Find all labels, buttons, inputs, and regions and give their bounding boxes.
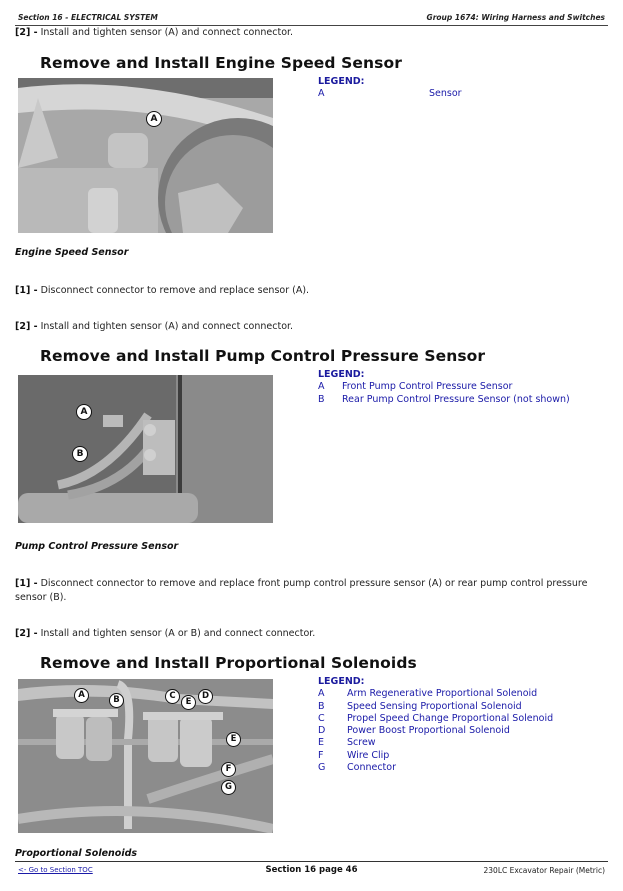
legend-key: A bbox=[318, 688, 325, 700]
step-text bbox=[15, 26, 610, 40]
legend-title: LEGEND: bbox=[318, 76, 365, 87]
legend-row bbox=[318, 713, 553, 725]
legend-key: F bbox=[318, 749, 324, 761]
legend-key: A bbox=[318, 88, 325, 100]
callout-a: A bbox=[74, 688, 89, 703]
legend-key: B bbox=[318, 700, 325, 712]
step-text bbox=[15, 320, 610, 334]
page-number: Section 16 page 46 bbox=[265, 865, 358, 875]
legend-label: Front Pump Control Pressure Sensor bbox=[342, 381, 513, 393]
step-text bbox=[15, 627, 610, 641]
callout-b: B bbox=[109, 693, 124, 708]
legend-key: B bbox=[318, 393, 325, 405]
section-header: Section 16 - ELECTRICAL SYSTEM bbox=[18, 13, 158, 22]
legend-label: Wire Clip bbox=[347, 749, 390, 761]
callout-e: E bbox=[181, 695, 196, 710]
legend-key: C bbox=[318, 712, 325, 724]
legend-key: D bbox=[318, 725, 326, 737]
legend-row bbox=[318, 688, 553, 700]
pump-control-sensor-photo bbox=[18, 375, 273, 523]
legend-label: Rear Pump Control Pressure Sensor (not shown) bbox=[342, 393, 570, 405]
callout-a: A bbox=[146, 111, 162, 127]
legend bbox=[318, 76, 462, 101]
legend-row bbox=[318, 701, 553, 713]
callout-g: G bbox=[221, 780, 236, 795]
legend-key: A bbox=[318, 381, 325, 393]
step-body: Disconnect connector to remove and replace front pump control pressure sensor (A) or rear pump control pressure sensor (B). bbox=[15, 578, 588, 603]
go-to-section-toc-link[interactable]: <- Go to Section TOC bbox=[18, 866, 93, 874]
figure-caption: Proportional Solenoids bbox=[15, 848, 138, 859]
step-text bbox=[15, 284, 610, 298]
callout-c: C bbox=[165, 689, 180, 704]
legend-row bbox=[318, 762, 553, 774]
legend-title: LEGEND: bbox=[318, 369, 365, 380]
step-text bbox=[15, 577, 610, 605]
legend-row bbox=[318, 381, 570, 393]
legend-key: G bbox=[318, 762, 326, 774]
callout-f: F bbox=[221, 762, 236, 777]
legend-row bbox=[318, 737, 553, 749]
step-number: [1] - bbox=[15, 285, 38, 296]
legend bbox=[318, 369, 570, 406]
step-body: Install and tighten sensor (A) and connect connector. bbox=[37, 321, 294, 332]
figure-caption: Engine Speed Sensor bbox=[15, 247, 129, 258]
legend-label: Power Boost Proportional Solenoid bbox=[347, 725, 510, 737]
legend bbox=[318, 676, 553, 774]
legend-key: E bbox=[318, 737, 325, 749]
callout-d: D bbox=[198, 689, 213, 704]
section-title: Remove and Install Pump Control Pressure Sensor bbox=[40, 347, 486, 365]
step-number: [1] - bbox=[15, 578, 38, 589]
legend-row bbox=[318, 88, 462, 100]
step-number: [2] - bbox=[15, 27, 38, 38]
legend-label: Propel Speed Change Proportional Solenoid bbox=[347, 712, 554, 724]
step-body: Install and tighten sensor (A) and connect connector. bbox=[37, 27, 294, 38]
callout-a: A bbox=[76, 404, 92, 420]
legend-label: Sensor bbox=[429, 88, 462, 100]
legend-label: Arm Regenerative Proportional Solenoid bbox=[347, 688, 538, 700]
section-title: Remove and Install Proportional Solenoids bbox=[40, 654, 417, 672]
footer-divider bbox=[15, 861, 608, 862]
step-body: Install and tighten sensor (A or B) and connect connector. bbox=[37, 628, 316, 639]
callout-e: E bbox=[226, 732, 241, 747]
engine-speed-sensor-photo bbox=[18, 78, 273, 233]
manual-title: 230LC Excavator Repair (Metric) bbox=[483, 866, 605, 875]
step-number: [2] - bbox=[15, 628, 38, 639]
proportional-solenoids-photo bbox=[18, 679, 273, 833]
legend-row bbox=[318, 725, 553, 737]
figure-caption: Pump Control Pressure Sensor bbox=[15, 541, 179, 552]
legend-label: Screw bbox=[347, 737, 376, 749]
legend-title: LEGEND: bbox=[318, 676, 365, 687]
callout-b: B bbox=[72, 446, 88, 462]
step-body: Disconnect connector to remove and replace sensor (A). bbox=[37, 285, 310, 296]
section-title: Remove and Install Engine Speed Sensor bbox=[40, 54, 402, 72]
step-number: [2] - bbox=[15, 321, 38, 332]
legend-row bbox=[318, 394, 570, 406]
legend-label: Speed Sensing Proportional Solenoid bbox=[347, 700, 522, 712]
legend-row bbox=[318, 750, 553, 762]
group-header: Group 1674: Wiring Harness and Switches bbox=[426, 13, 605, 22]
legend-label: Connector bbox=[347, 762, 396, 774]
